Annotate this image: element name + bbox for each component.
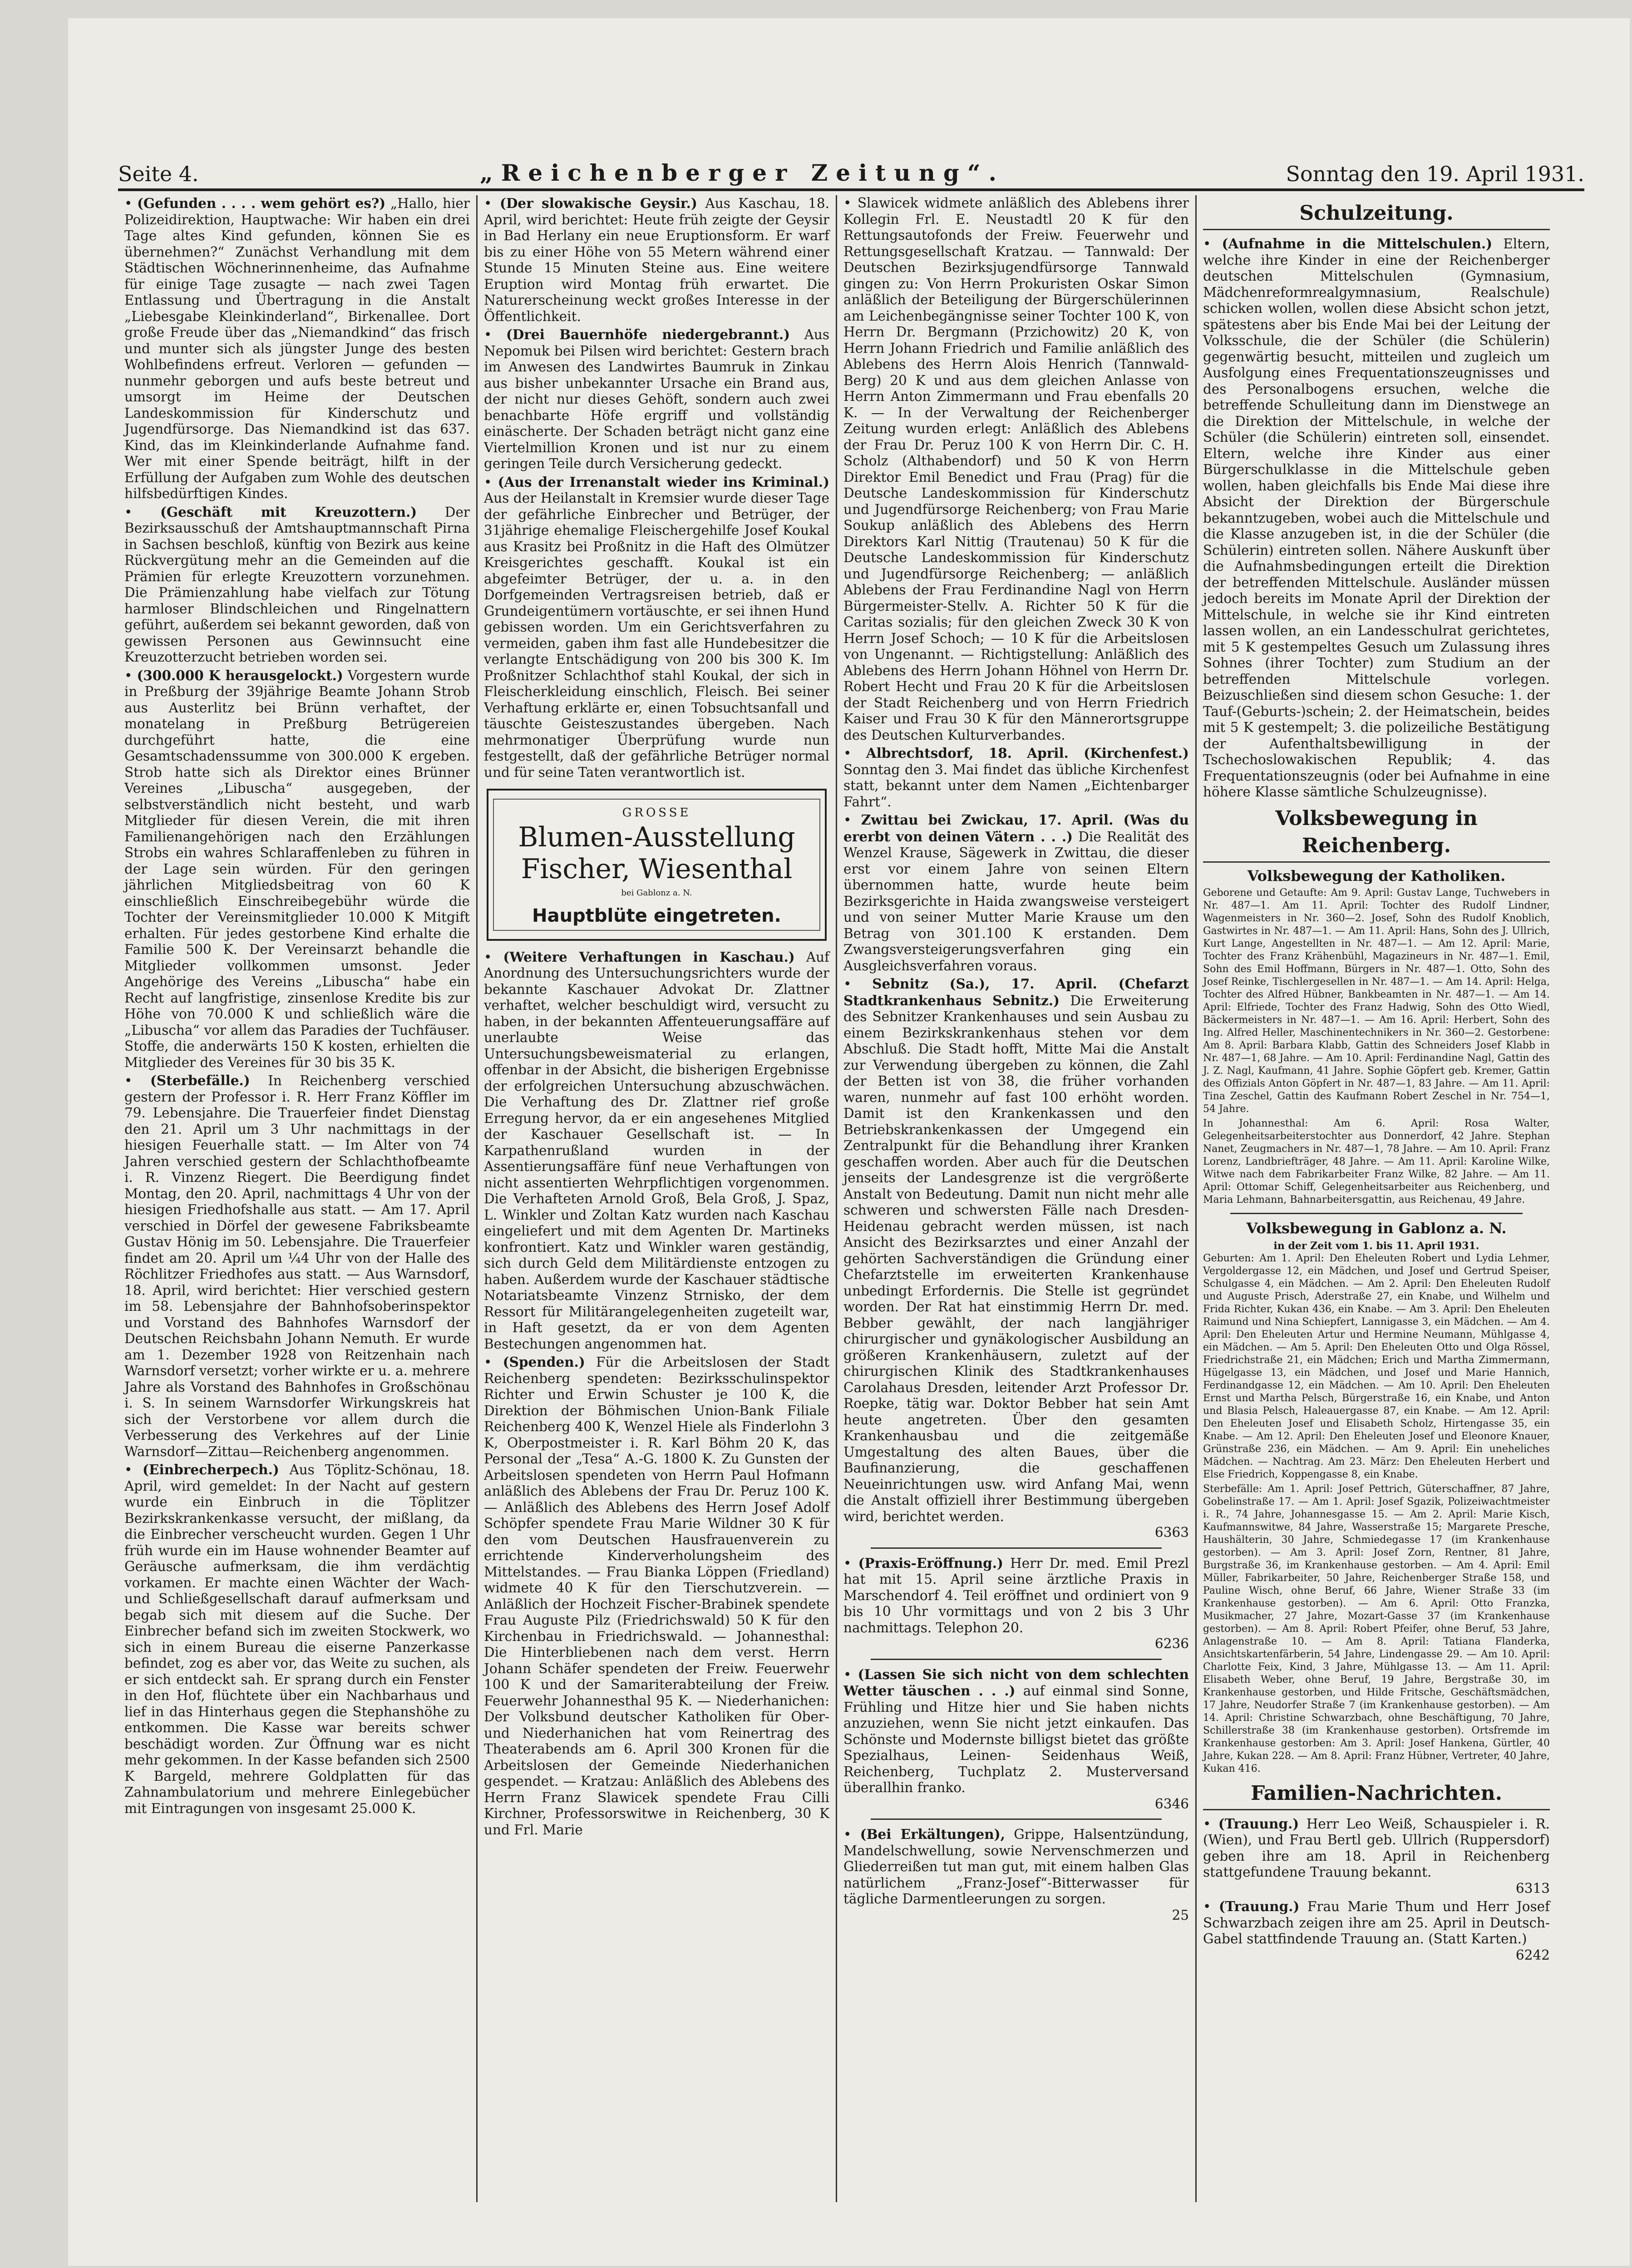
article-body: Grippe, Halsentzündung, Mandelschwellung, sowie Nervenschmerzen und Gliederreißen tut man gut, mit einem halben Glas natürlichem „Franz-Josef“-Bitterwasser für tägliche Darmentleerungen zu sorgen. [843,1827,1189,1907]
article: • Zwittau bei Zwickau, 17. April. (Was du ererbt von deinen Vätern . . .) Die Realität des Wenzel Krause, Sägewerk in Zwittau, die dieser erst vor einem Jahre von seinen Eltern übernommen hatte, wurde heute beim Bezirksgerichte in Haida zwangsweise versteigert und von seiner Mutter Marie Krause um den Betrag von 301.100 K erstanden. Dem Zwangsversteigerungsverfahren ging ein Ausgleichsverfahren voraus. [843,812,1189,973]
issue-date: Sonntag den 19. April 1931. [1286,162,1584,186]
article-heading: (Aus der Irrenanstalt wieder ins Kriminal.) [498,474,829,490]
article-heading: (Trauung.) [1218,1815,1299,1832]
article-body: Die Erweiterung des Sebnitzer Krankenhauses und sein Ausbau zu einem Bezirkskrankenhaus stehen vor dem Abschluß. Die Stadt hofft, Mitte Mai die Anstalt zur Verwendung übergeben zu können, die Zahl der Betten ist von 38, die früher vorhanden waren, nunmehr auf fast 100 erhöht worden. Damit ist den Krankenkassen und den Betriebskrankenkassen der Umgegend ein Zentralpunkt für die Behandlung ihrer Kranken geschaffen worden. Aber auch für die Deutschen jenseits der Landesgrenze ist die vergrößerte Anstalt von Bedeutung. Damit nun nicht mehr alle schweren und schwersten Fälle nach Dresden-Heidenau gebracht werden müssen, ist nach Ansicht des Bezirksarztes und einer Anzahl der gehörten Sachverständigen die Gründung einer Chefarztstelle im erweiterten Krankenhause unbedingt Erfordernis. Die Stelle ist gegründet worden. Der Rat hat einstimmig Herrn Dr. med. Bebber gewählt, der nach langjähriger chirurgischer und gynäkologischer Ausbildung an größeren Krankenhäusern, zuletzt auf der chirurgischen Klinik des Stadtkrankenhauses Carolahaus Dresden, leitender Arzt Professor Dr. Roepke, tätig war. Doktor Bebber hat sein Amt heute angetreten. Über den gesamten Krankenhausbau und die zeitgemäße Umgestaltung des alten Baues, über die Baufinanzierung, die geschaffenen Neueinrichtungen usw. wird Anfang Mai, wenn die Anstalt offiziell ihrer Bestimmung übergeben wird, berichtet werden. [843,993,1189,1524]
vital-stats-text: Sterbefälle: Am 1. April: Josef Pettrich, Güterschaffner, 87 Jahre, Gobelinstraße 17. — Am 1. April: Josef Sgazik, Polizeiwachtmeister i. R., 74 Jahre, Johannesgasse 15. — Am 2. April: Marie Kisch, Kaufmannswitwe, 84 Jahre, Wasserstraße 15; Margarete Presche, Haushälterin, 30 Jahre, Schmiedegasse 17 (im Krankenhause gestorben). — Am 3. April: Josef Zorn, Rentner, 81 Jahre, Burgstraße 36, im Krankenhause gestorben. — Am 4. April: Emil Müller, Fabrikarbeiter, 50 Jahre, Reichenberger Straße 158, und Pauline Wisch, ohne Beruf, 66 Jahre, Wiener Straße 33 (im Krankenhause gestorben). — Am 6. April: Otto Franzka, Musikmacher, 27 Jahre, Mozart-Gasse 37 (im Krankenhause gestorben). — Am 8. April: Robert Pfeifer, ohne Beruf, 53 Jahre, Anlagenstraße 10. — Am 8. April: Tatiana Flanderka, Ansichtskartenfärberin, 54 Jahre, Lindengasse 29. — Am 10. April: Charlotte Feix, Kind, 3 Jahre, Mühlgasse 13. — Am 11. April: Elisabeth Weber, ohne Beruf, 19 Jahre, Bergstraße 30, im Krankenhause gestorben, und Hilde Fritsche, Geschäftsmädchen, 17 Jahre, Neudorfer Straße 7 (im Krankenhause gestorben). — Am 14. April: Christine Schwarzbach, ohne Beschäftigung, 70 Jahre, Schillerstraße 38 (im Krankenhause gestorben). Ortsfremde im Krankenhause gestorben: Am 3. April: Josef Hankena, Gürtler, 40 Jahre, Kukan 228. — Am 8. April: Franz Hübner, Vertreter, 40 Jahre, Kukan 416. [1203,1483,1550,1774]
article: • (300.000 K herausgelockt.) Vorgestern wurde in Preßburg der 39jährige Beamte Johann Strob aus Austerlitz bei Brünn verhaftet, der monatelang in Preßburg Betrügereien durchgeführt hatte, die eine Gesamtschadenssumme von 300.000 K ergeben. Strob hatte sich als Direktor eines Brünner Vereines „Libuscha“ ausgegeben, der selbstverständlich nicht besteht, und warb Mitglieder für diesen Verein, die mit ihren Familienangehörigen nach den Erzählungen Strobs ein wahres Schlaraffenleben zu führen in der Lage sein würden. Für den geringen jährlichen Mitgliedsbeitrag von 60 K einschließlich Einschreibegebühr würde die Tochter der Vereinsmitglieder 10.000 K Mitgift erhalten. Für jedes gestorbene Kind erhalte die Familie 500 K. Der Vereinsarzt behandle die Mitglieder vollkommen umsonst. Jeder Angehörige des Vereins „Libuscha“ habe ein Recht auf langfristige, zinsenlose Kredite bis zur Höhe von 70.000 K und schließlich wäre die „Libuscha“ vor allem das Paradies der Tuchfäuser. Stoffe, die anderwärts 150 K kosten, erhielten die Mitglieder des Vereines für 30 bis 35 K. [124,667,470,1070]
ad-number: 6363 [1154,1525,1189,1540]
vital-stats-text: In Johannesthal: Am 6. April: Rosa Walter, Gelegenheitsarbeiterstochter aus Donnerdorf, 42 Jahre. Stephan Nanet, Zeugmachers in Nr. 487—1, 78 Jahre. — Am 10. April: Franz Lorenz, Landbriefträger, 48 Jahre. — Am 11. April: Karoline Wilke, Witwe nach dem Fabrikarbeiter Franz Wilke, 82 Jahre. — Am 11. April: Ottomar Schiff, Gelegenheitsarbeiter aus Reichenberg, und Maria Lehmann, Bahnarbeitersgattin, aus Reichenau, 49 Jahre. [1203,1118,1550,1206]
gablonz-stats-period: in der Zeit vom 1. bis 11. April 1931. [1273,1240,1479,1252]
article-heading: (Der slowakische Geysir.) [499,195,697,211]
article-body: Eltern, welche ihre Kinder in eine der Reichenberger deutschen Mittelschulen (Gymnasium, Mädchenreformrealgymnasium, Realschule) schicken wollen, wollen diese Absicht schon jetzt, spätestens aber bis Ende Mai bei der Leitung der Volksschule, die der Schüler (die Schülerin) gegenwärtig besucht, mitteilen und zugleich um Ausfolgung eines Frequentationszeugnisses und des Personalbogens ersuchen, welche die betreffende Schulleitung dann im Dienstwege an die Direktion der Mittelschule, in welche der Schüler (die Schülerin) eintreten soll, einsendet. Eltern, welche ihre Kinder aus einer Bürgerschulklasse in die Mittelschule geben wollen, haben gleichfalls bis Ende Mai diese ihre Absicht der Direktion der Bürgerschule bekanntzugeben, wobei auch die Mittelschule und die Klasse anzugeben ist, in die der Schüler (die Schülerin) eintreten sollen. Nähere Auskunft über die Aufnahmsbedingungen erteilt die Direktion der betreffenden Mittelschule. Ausländer müssen jedoch bereits im Monate April der Direktion der Mittelschule, in welche sie ihr Kind eintreten lassen wollen, an ein Landesschulrat gerichtetes, mit 5 K gestempeltes Gesuch um Zulassung ihres Sohnes (ihrer Tochter) zum Studium an der betreffenden Mittelschule vorlegen. Beizuschließen sind diesem schon Gesuche: 1. der Tauf-(Geburts-)schein; 2. der Heimatschein, beides mit 5 K gestempelt; 3. die polizeiliche Bestätigung der Aufenthaltsbewilligung in der Tschechoslowakischen Republik; 4. das Frequentationszeugnis (oder bei Aufnahme in eine höhere Klasse sämtliche Schulzeugnisse). [1203,236,1550,800]
divider [871,1659,1162,1660]
article-body: Vorgestern wurde in Preßburg der 39jährige Beamte Johann Strob aus Austerlitz bei Brünn verhaftet, der monatelang in Preßburg Betrügereien durchgeführt hatte, die eine Gesamtschadenssumme von 300.000 K ergeben. Strob hatte sich als Direktor eines Brünner Vereines „Libuscha“ ausgegeben, der selbstverständlich nicht besteht, und warb Mitglieder für diesen Verein, die mit ihren Familienangehörigen nach den Erzählungen Strobs ein wahres Schlaraffenleben zu führen in der Lage sein würden. Für den geringen jährlichen Mitgliedsbeitrag von 60 K einschließlich Einschreibegebühr würde die Tochter der Vereinsmitglieder 10.000 K Mitgift erhalten. Für jedes gestorbene Kind erhalte die Familie 500 K. Der Vereinsarzt behandle die Mitglieder vollkommen umsonst. Jeder Angehörige des Vereins „Libuscha“ habe ein Recht auf langfristige, zinsenlose Kredite bis zur Höhe von 70.000 K und schließlich wäre die „Libuscha“ vor allem das Paradies der Tuchfäuser. Stoffe, die anderwärts 150 K kosten, erhielten die Mitglieder des Vereines für 30 bis 35 K. [124,667,470,1070]
article-columns [118,195,1584,2202]
article: • (Trauung.) Frau Marie Thum und Herr Josef Schwarzbach zeigen ihre am 25. April in Deutsch-Gabel stattfindende Trauung an. (Statt Karten.) 6242 [1203,1898,1550,1963]
ad-number: 25 [1172,1907,1189,1923]
divider [871,1818,1162,1820]
vital-stats-heading: Volksbewegung in Reichenberg. [1203,805,1550,863]
article-body: Auf Anordnung des Untersuchungsrichters wurde der bekannte Kaschauer Advokat Dr. Zlattner verhaftet, welcher beschuldigt wird, versucht zu haben, in der bekannten Affenteuerungsaffäre auf unerlaubte Weise das Untersuchungsbeweismaterial zu erlangen, offenbar in der Absicht, die bisherigen Ergebnisse der erfolgreichen Untersuchung abzuschwächen. Die Verhaftung des Dr. Zlattner rief große Erregung hervor, da er ein angesehenes Mitglied der Kaschauer Gesellschaft ist. — In Karpathenrußland wurden in der Assentierungsaffäre fünf neue Verhaftungen von nicht assentierten Wehrpflichtigen vorgenommen. Die Verhafteten Arnold Groß, Bela Groß, J. Spaz, L. Winkler und Zoltan Katz wurden nach Kaschau eingeliefert und mit dem Agenten Dr. Martineks konfrontiert. Katz und Winkler waren geständig, sich durch Geld dem Militärdienste entzogen zu haben. Außerdem wurde der Kaschauer städtische Notariatsbeamte Vinzenz Strnisko, der dem Ressort für Militärangelegenheiten zugeteilt war, in Haft gesetzt, da er von dem Agenten Bestechungen angenommen hat. [484,949,829,1352]
article-body: In Reichenberg verschied gestern der Professor i. R. Herr Franz Köffler im 79. Lebensjahre. Die Trauerfeier findet Dienstag den 21. April um 3 Uhr nachmittags in der hiesigen Feuerhalle statt. — Im Alter von 74 Jahren verschied gestern der Schlachthofbeamte i. R. Vinzenz Riegert. Die Beerdigung findet Montag, den 20. April, nachmittags 4 Uhr von der hiesigen Friedhofshalle aus statt. — Am 17. April verschied in Dörfel der gewesene Fabriksbeamte Gustav Hönig im 50. Lebensjahre. Die Trauerfeier findet am 20. April um ¼4 Uhr von der Halle des Röchlitzer Friedhofes aus statt. — Aus Warnsdorf, 18. April, wird berichtet: Hier verschied gestern im 58. Lebensjahre der Bahnhofsoberinspektor und Vorstand des Bahnhofes Warnsdorf der Deutschen Reichsbahn Johann Nemuth. Er wurde am 1. Dezember 1928 von Reitzenhain nach Warnsdorf versetzt; vorher wirkte er u. a. mehrere Jahre als Vorstand des Bahnhofes in Großschönau i. S. In seinem Warnsdorfer Wirkungskreis hat sich der Verstorbene vor allem durch die Verbesserung des Verkehres auf der Linie Warnsdorf—Zittau—Reichenberg angenommen. [124,1073,470,1459]
article: • (Aus der Irrenanstalt wieder ins Kriminal.) Aus der Heilanstalt in Kremsier wurde dieser Tage der gefährliche Einbrecher und Betrüger, der 31jährige ehemalige Fleischergehilfe Josef Koukal aus Krasitz bei Proßnitz in die Haft des Olmützer Kreisgerichtes geschafft. Koukal ist ein abgefeimter Betrüger, der u. a. in den Dorfgemeinden Vertragsreisen betrieb, daß er Grundeigentümern vortäuschte, er sei ihnen Hund gebissen worden. Um ein Gerichtsverfahren zu vermeiden, gaben ihm fast alle Hundebesitzer die verlangte Entschädigung von 200 bis 300 K. Im Proßnitzer Schlachthof stahl Koukal, der sich in Fleischerkleidung einschlich, Fleisch. Bei seiner Verhaftung erklärte er, einen Tobsuchtsanfall und täuschte Geisteszustandes übergeben. Nach mehrmonatiger Überprüfung wurde nun festgestellt, daß der gefährliche Betrüger normal und für seine Taten verantwortlich ist. [484,474,829,780]
column-3 [837,195,1197,2202]
family-news [1203,1816,1550,1964]
ad-number: 6242 [1515,1947,1550,1963]
page-header [118,150,1584,186]
article-heading: (Gefunden . . . . wem gehört es?) [137,195,386,211]
ad-number: 6236 [1154,1636,1189,1651]
article-heading: (Lassen Sie sich nicht von dem schlechten Wetter täuschen . . .) [843,1666,1189,1699]
divider [1230,1213,1523,1214]
article: • (Bei Erkältungen), Grippe, Halsentzündung, Mandelschwellung, sowie Nervenschmerzen und Gliederreißen tut man gut, mit einem halben Glas natürlichem „Franz-Josef“-Bitterwasser für tägliche Darmentleerungen zu sorgen. 25 [843,1826,1189,1923]
article-heading: Zwittau bei Zwickau, 17. April. (Was du ererbt von deinen Vätern . . .) [843,812,1189,845]
article-body: Frau Marie Thum und Herr Josef Schwarzbach zeigen ihre am 25. April in Deutsch-Gabel stattfindende Trauung an. (Statt Karten.) [1203,1899,1550,1947]
article-body: Aus Kaschau, 18. April, wird berichtet: Heute früh zeigte der Geysir in Bad Herlany ein neue Eruptionsform. Er warf bis zu einer Höhe von 55 Metern während einer Stunde 15 Minuten Steine aus. Eine weitere Eruption wird Montag früh erwartet. Die Naturerscheinung weckt großes Interesse in der Öffentlichkeit. [484,196,829,324]
article-heading: (Geschäft mit Kreuzottern.) [160,504,417,520]
ad-tagline: Hauptblüte eingetreten. [532,905,781,926]
article-heading: (Praxis-Eröffnung.) [858,1555,1004,1571]
article-heading: (Einbrecherpech.) [143,1462,279,1477]
article-heading: (Bei Erkältungen), [860,1826,1005,1842]
article-heading: (Sterbefälle.) [150,1072,250,1088]
family-news-heading: Familien-Nachrichten. [1203,1780,1550,1810]
article: • (Geschäft mit Kreuzottern.) Der Bezirksausschuß der Amtshauptmannschaft Pirna in Sachsen beschloß, künftig von Bezirk aus keine Rückvergütung mehr an die Gemeinden auf die Prämien für erlegte Kreuzottern vorzunehmen. Die Prämienzahlung habe vielfach zur Tötung harmloser Blindschleichen und Ringelnattern geführt, außerdem sei bekannt geworden, daß von gewissen Personen aus Gewinnsucht eine Kreuzotterzucht betrieben worden sei. [124,504,470,665]
article-heading: (Aufnahme in die Mittelschulen.) [1222,236,1493,252]
article-heading: Albrechtsdorf, 18. April. (Kirchenfest.) [866,745,1189,761]
article: • (Trauung.) Herr Leo Weiß, Schauspieler i. R. (Wien), und Frau Bertl geb. Ullrich (Ruppersdorf) geben ihre am 18. April in Reichenberg stattgefundene Trauung bekannt. 6313 [1203,1815,1550,1896]
article: • (Weitere Verhaftungen in Kaschau.) Auf Anordnung des Untersuchungsrichters wurde der bekannte Kaschauer Advokat Dr. Zlattner verhaftet, welcher beschuldigt wird, versucht zu haben, in der bekannten Affenteuerungsaffäre auf unerlaubte Weise das Untersuchungsbeweismaterial zu erlangen, offenbar in der Absicht, die bisherigen Ergebnisse der erfolgreichen Untersuchung abzuschwächen. Die Verhaftung des Dr. Zlattner rief große Erregung hervor, da er ein angesehenes Mitglied der Kaschauer Gesellschaft ist. — In Karpathenrußland wurden in der Assentierungsaffäre fünf neue Verhaftungen von nicht assentierten Wehrpflichtigen vorgenommen. Die Verhafteten Arnold Groß, Bela Groß, J. Spaz, L. Winkler und Zoltan Katz wurden nach Kaschau eingeliefert und mit dem Agenten Dr. Martineks konfrontiert. Katz und Winkler waren geständig, sich durch Geld dem Militärdienste entzogen zu haben. Außerdem wurde der Kaschauer städtische Notariatsbeamte Vinzenz Strnisko, der dem Ressort für Militärangelegenheiten zugeteilt war, in Haft gesetzt, da er von dem Agenten Bestechungen angenommen hat. [484,949,829,1352]
article: • Sebnitz (Sa.), 17. April. (Chefarzt Stadtkrankenhaus Sebnitz.) Die Erweiterung des Sebnitzer Krankenhauses und sein Ausbau zu einem Bezirkskrankenhaus stehen vor dem Abschluß. Die Stadt hofft, Mitte Mai die Anstalt zur Verwendung übergeben zu können, die Zahl der Betten ist von 38, die früher vorhanden waren, nunmehr auf fast 100 erhöht worden. Damit ist den Krankenkassen und den Betriebskrankenkassen der Umgegend ein Zentralpunkt für die Behandlung ihrer Kranken geschaffen worden. Aber auch für die Deutschen jenseits der Landesgrenze ist die vergrößerte Anstalt von Bedeutung. Damit nun nicht mehr alle schweren und schwersten Fälle nach Dresden-Heidenau gebracht werden müssen, ist nach Ansicht des Bezirksarztes und einer Anzahl der gehörten Sachverständigen die Gründung einer Chefarztstelle im erweiterten Krankenhause unbedingt Erfordernis. Die Stelle ist gegründet worden. Der Rat hat einstimmig Herrn Dr. med. Bebber gewählt, der nach langjähriger chirurgischer und gynäkologischer Ausbildung an größeren Krankenhäusern, zuletzt auf der chirurgischen Klinik des Stadtkrankenhauses Carolahaus Dresden, leitender Arzt Professor Dr. Roepke, tätig war. Doktor Bebber hat sein Amt heute angetreten. Über den gesamten Krankenhausbau und die zeitgemäße Umgestaltung des alten Baues, über die Baufinanzierung, die geschaffenen Neueinrichtungen usw. wird Anfang Mai, wenn die Anstalt offiziell ihrer Bestimmung übergeben wird, berichtet werden. 6363 [843,976,1189,1540]
ad-location: bei Gablonz a. N. [621,888,692,898]
article-heading: (Drei Bauernhöfe niedergebrannt.) [506,326,790,342]
page-number: Seite 4. [118,162,199,186]
article-body: „Hallo, hier Polizeidirektion, Hauptwache: Wir haben ein drei Tage altes Kind gefunden, können Sie es übernehmen?“ Zunächst Verhandlung mit dem Städtischen Wöchnerinnenheime, das Aufnahme für einige Tage zusagte — nach zwei Tagen Entlassung und Übertragung in die Anstalt „Liebesgabe Kleinkinderland“, Birkenallee. Dort große Freude über das „Niemandkind“ das frisch und munter sich als jüngster Junge des besten Wohlbefindens erfreut. Verloren — gefunden — nunmehr geborgen und aufs beste betreut und umsorgt im Heime der Deutschen Landeskommission für Kinderschutz und Jugendfürsorge. Das Niemandkind ist das 637. Kind, das im Kleinkinderlande Aufnahme fand. Wer mit einer Spende beiträgt, hilft in der Erfüllung der Aufgaben zum Wohle des deutschen hilfsbedürftigen Kindes. [124,196,470,501]
ad-line-2: Fischer, Wiesenthal [521,853,793,885]
ad-kicker: GROSSE [622,806,691,820]
school-news [1203,236,1550,800]
article: • (Gefunden . . . . wem gehört es?) „Hallo, hier Polizeidirektion, Hauptwache: Wir haben ein drei Tage altes Kind gefunden, können Sie es übernehmen?“ Zunächst Verhandlung mit dem Städtischen Wöchnerinnenheime, das Aufnahme für einige Tage zusagte — nach zwei Tagen Entlassung und Übertragung in die Anstalt „Liebesgabe Kleinkinderland“, Birkenallee. Dort große Freude über das „Niemandkind“ das frisch und munter sich als jüngster Junge des besten Wohlbefindens erfreut. Verloren — gefunden — nunmehr geborgen und aufs beste betreut und umsorgt im Heime der Deutschen Landeskommission für Kinderschutz und Jugendfürsorge. Das Niemandkind ist das 637. Kind, das im Kleinkinderlande Aufnahme fand. Wer mit einer Spende beiträgt, hilft in der Erfüllung der Aufgaben zum Wohle des deutschen hilfsbedürftigen Kindes. [124,195,470,501]
article: • (Praxis-Eröffnung.) Herr Dr. med. Emil Prezl hat mit 15. April seine ärztliche Praxis in Marschendorf 4. Teil eröffnet und ordiniert von 9 bis 10 Uhr vormittags und von 2 bis 3 Uhr nachmittags. Telephon 20. 6236 [843,1555,1189,1651]
article-heading: (Weitere Verhaftungen in Kaschau.) [503,949,795,965]
ad-number: 6346 [1154,1796,1189,1812]
flower-show-advertisement [487,789,827,941]
article: • Slawicek widmete anläßlich des Ablebens ihrer Kollegin Frl. E. Neustadtl 20 K für den Rettungsautofonds der Freiw. Feuerwehr und Rettungsgesellschaft Kratzau. — Tannwald: Der Deutschen Bezirksjugendfürsorge Tannwald gingen zu: Von Herrn Prokuristen Oskar Simon anläßlich der Beteiligung der Bürgerschülerinnen am Leichenbegängnisse seiner Tochter 100 K, von Herrn Dr. Bergmann (Przichowitz) 20 K, von Herrn Johann Friedrich und Familie anläßlich des Ablebens des Herrn Alois Henrich (Tannwald-Berg) 20 K und aus dem gleichen Anlasse von Herrn Anton Zimmermann und Frau ebenfalls 20 K. — In der Verwaltung der Reichenberger Zeitung wurden erlegt: Anläßlich des Ablebens der Frau Dr. Peruz 100 K von Herrn Dir. C. H. Scholz (Althabendorf) und 50 K von Herrn Direktor Emil Benedict und Frau (Prag) für die Deutsche Landeskommission für Kinderschutz und Jugendfürsorge Reichenberg; von Frau Marie Soukup anläßlich des Ablebens des Herrn Direktors Karl Nittig (Trautenau) 50 K für die Deutsche Landeskommission für Kinderschutz und Jugendfürsorge Reichenberg; — anläßlich Ablebens der Frau Ferdinandine Nagl von Herrn Bürgermeister-Stellv. A. Richter 50 K für die Caritas sozialis; für den gleichen Zweck 30 K von Herrn Josef Schoch; — 10 K für die Arbeitslosen von Ungenannt. — Richtigstellung: Anläßlich des Ablebens des Herrn Johann Höhnel von Herrn Dr. Robert Hecht und Frau 20 K für die Arbeitslosen der Stadt Reichenberg und von Herrn Friedrich Kaiser und Frau 30 K für den Männerortsgruppe des Deutschen Kulturverbandes. [843,195,1189,743]
vital-stats-text: Geborene und Getaufte: Am 9. April: Gustav Lange, Tuchwebers in Nr. 487—1. Am 11. April: Tochter des Rudolf Lindner, Wagenmeisters in Nr. 360—2. Josef, Sohn des Rudolf Knoblich, Gastwirtes in Nr. 487—1. — Am 11. April: Hans, Sohn des J. Ullrich, Kurt Lange, Angestellten in Nr. 487—1. — Am 12. April: Marie, Tochter des Franz Krähenbühl, Magazineurs in Nr. 487—1. Emil, Sohn des Emil Hoffmann, Bürgers in Nr. 487—1. Otto, Sohn des Josef Reinke, Tischlergesellen in Nr. 487—1. — Am 14. April: Helga, Tochter des Alfred Hübner, Bankbeamten in Nr. 487—1. — Am 14. April: Elfriede, Tochter des Franz Hadwig, Sohn des Otto Wiedl, Bäckermeisters in Nr. 487—1. — Am 16. April: Herbert, Sohn des Ing. Alfred Heller, Maschinentechnikers in Nr. 360—2. Gestorbene: Am 8. April: Barbara Klabb, Gattin des Schneiders Josef Klabb in Nr. 487—1, 68 Jahre. — Am 10. April: Ferdinandine Nagl, Gattin des J. Z. Nagl, Kaufmann, 41 Jahre. Sophie Göpfert geb. Kremer, Gattin des Offizials Anton Göpfert in Nr. 487—1, 83 Jahre. — Am 11. April: Tina Zeschel, Gattin des Kaufmann Robert Zeschel in Nr. 754—1, 54 Jahre. [1203,887,1550,1115]
catholic-stats-heading: Volksbewegung der Katholiken. [1247,867,1506,884]
article-body: Aus Nepomuk bei Pilsen wird berichtet: Gestern brach im Anwesen des Landwirtes Baumruk in Zinkau aus bisher unbekannter Ursache ein Brand aus, der nicht nur dieses Gehöft, sondern auch zwei benachbarte Höfe ergriff und vollständig einäscherte. Der Schaden beträgt nicht ganz eine Viertelmillion Kronen und ist nur zu einem geringen Teile durch Versicherung gedeckt. [484,327,830,471]
vital-stats-text: Geburten: Am 1. April: Den Eheleuten Robert und Lydia Lehmer, Vergoldergasse 12, ein Mädchen, und Josef und Gertrud Speiser, Schulgasse 4, ein Mädchen. — Am 2. April: Den Eheleuten Rudolf und Auguste Prisch, Aderstraße 27, ein Knabe, und Wilhelm und Frida Richter, Kukan 436, ein Knabe. — Am 3. April: Den Eheleuten Raimund und Nina Schiepfert, Lannigasse 3, ein Mädchen. — Am 4. April: Den Eheleuten Artur und Hermine Neumann, Mühlgasse 4, ein Mädchen. — Am 5. April: Den Eheleuten Otto und Olga Rössel, Friedrichstraße 21, ein Mädchen; Erich und Martha Zimmermann, Hügelgasse 13, ein Mädchen, und Josef und Marie Hannich, Ferdinandgasse 12, ein Mädchen. — Am 10. April: Den Eheleuten Ernst und Martha Pelsch, Bürgerstraße 16, ein Knabe, und Anton und Blasia Pelsch, Haleauergasse 87, ein Knabe. — Am 12. April: Den Eheleuten Josef und Elisabeth Scholz, Hirtengasse 35, ein Knabe. — Am 12. April: Den Eheleuten Josef und Eleonore Knauer, Grünstraße 236, ein Mädchen. — Am 9. April: Ein uneheliches Mädchen. — Nachtrag. Am 23. März: Den Eheleuten Herbert und Else Friedrich, Koppengasse 8, ein Knabe. [1203,1252,1550,1480]
header-rule [118,188,1584,191]
article-body: Herr Leo Weiß, Schauspieler i. R. (Wien), und Frau Bertl geb. Ullrich (Ruppersdorf) geben ihre am 18. April in Reichenberg stattgefundene Trauung bekannt. [1203,1816,1550,1880]
article-body: Für die Arbeitslosen der Stadt Reichenberg spendeten: Bezirksschulinspektor Richter und Erwin Schuster je 100 K, die Direktion der Böhmischen Union-Bank Filiale Reichenberg 400 K, Wenzel Hiele als Finderlohn 3 K, Oberpostmeister i. R. Karl Böhm 20 K, das Personal der „Tesa“ A.-G. 1800 K. Zu Gunsten der Arbeitslosen spendeten von Herrn Paul Hofmann anläßlich des Ablebens der Frau Dr. Peruz 100 K. — Anläßlich des Ablebens des Herrn Josef Adolf Schöpfer spendete Frau Marie Wildner 30 K für den vom Deutschen Hausfrauenverein zu errichtende Kinderverholungsheim des Mittelstandes. — Frau Bianka Löppen (Friedland) widmete 40 K für den Tierschutzverein. — Anläßlich der Hochzeit Fischer-Brabinek spendete Frau Auguste Pilz (Friedrichswald) 50 K für den Kirchenbau in Friedrichswald. — Johannesthal: Die Hinterbliebenen nach dem verst. Herrn Johann Schäfer spendeten der Freiw. Feuerwehr 100 K und der Samariterabteilung der Freiw. Feuerwehr Johannesthal 95 K. — Niederhanichen: Der Volksbund deutscher Katholiken für Ober- und Niederhanichen hat vom Reinertrag des Theaterabends am 6. April 300 Kronen für die Arbeitslosen der Gemeinde Niederhanichen gespendet. — Kratzau: Anläßlich des Ablebens des Herrn Franz Slawicek spendete Frau Cilli Kirchner, Professorswitwe in Reichenberg, 30 K und Frl. Marie [484,1354,829,1838]
ad-line-1: Blumen-Ausstellung [518,821,795,853]
article: • (Sterbefälle.) In Reichenberg verschied gestern der Professor i. R. Herr Franz Köffler im 79. Lebensjahre. Die Trauerfeier findet Dienstag den 21. April um 3 Uhr nachmittags in der hiesigen Feuerhalle statt. — Im Alter von 74 Jahren verschied gestern der Schlachthofbeamte i. R. Vinzenz Riegert. Die Beerdigung findet Montag, den 20. April, nachmittags 4 Uhr von der hiesigen Friedhofshalle aus statt. — Am 17. April verschied in Dörfel der gewesene Fabriksbeamte Gustav Hönig im 50. Lebensjahre. Die Trauerfeier findet am 20. April um ¼4 Uhr von der Halle des Röchlitzer Friedhofes aus statt. — Aus Warnsdorf, 18. April, wird berichtet: Hier verschied gestern im 58. Lebensjahre der Bahnhofsoberinspektor und Vorstand des Bahnhofes Warnsdorf der Deutschen Reichsbahn Johann Nemuth. Er wurde am 1. Dezember 1928 von Reitzenhain nach Warnsdorf versetzt; vorher wirkte er u. a. mehrere Jahre als Vorstand des Bahnhofes in Großschönau i. S. In seinem Warnsdorfer Wirkungskreis hat sich der Verstorbene vor allem durch die Verbesserung des Verkehres auf der Linie Warnsdorf—Zittau—Reichenberg angenommen. [124,1072,470,1459]
article: • (Spenden.) Für die Arbeitslosen der Stadt Reichenberg spendeten: Bezirksschulinspektor Richter und Erwin Schuster je 100 K, die Direktion der Böhmischen Union-Bank Filiale Reichenberg 400 K, Wenzel Hiele als Finderlohn 3 K, Oberpostmeister i. R. Karl Böhm 20 K, das Personal der „Tesa“ A.-G. 1800 K. Zu Gunsten der Arbeitslosen spendeten von Herrn Paul Hofmann anläßlich des Ablebens der Frau Dr. Peruz 100 K. — Anläßlich des Ablebens des Herrn Josef Adolf Schöpfer spendete Frau Marie Wildner 30 K für den vom Deutschen Hausfrauenverein zu errichtende Kinderverholungsheim des Mittelstandes. — Frau Bianka Löppen (Friedland) widmete 40 K für den Tierschutzverein. — Anläßlich der Hochzeit Fischer-Brabinek spendete Frau Auguste Pilz (Friedrichswald) 50 K für den Kirchenbau in Friedrichswald. — Johannesthal: Die Hinterbliebenen nach dem verst. Herrn Johann Schäfer spendeten der Freiw. Feuerwehr 100 K und der Samariterabteilung der Freiw. Feuerwehr Johannesthal 95 K. — Niederhanichen: Der Volksbund deutscher Katholiken für Ober- und Niederhanichen hat vom Reinertrag des Theaterabends am 6. April 300 Kronen für die Arbeitslosen der Gemeinde Niederhanichen gespendet. — Kratzau: Anläßlich des Ablebens des Herrn Franz Slawicek spendete Frau Cilli Kirchner, Professorswitwe in Reichenberg, 30 K und Frl. Marie [484,1354,829,1838]
divider [871,1547,1162,1549]
school-news-heading: Schulzeitung. [1203,200,1550,230]
column-2 [478,195,837,2202]
ad-number: 6313 [1515,1880,1550,1896]
article-body: Sonntag den 3. Mai findet das übliche Kirchenfest statt, bekannt unter dem Namen „Eichtenbarger Fahrt“. [843,761,1189,810]
article-body: auf einmal sind Sonne, Frühling und Hitze hier und Sie haben nichts anzuziehen, wenn Sie nicht jetzt einkaufen. Das Schönste und Modernste billigst bietet das größte Spezialhaus, Leinen- Seidenhaus Weiß, Reichenberg, Tuchplatz 2. Musterversand überallhin franko. [843,1683,1189,1795]
article: • (Lassen Sie sich nicht von dem schlechten Wetter täuschen . . .) auf einmal sind Sonne, Frühling und Hitze hier und Sie haben nichts anzuziehen, wenn Sie nicht jetzt einkaufen. Das Schönste und Modernste billigst bietet das größte Spezialhaus, Leinen- Seidenhaus Weiß, Reichenberg, Tuchplatz 2. Musterversand überallhin franko. 6346 [843,1666,1189,1812]
article-body: Slawicek widmete anläßlich des Ablebens ihrer Kollegin Frl. E. Neustadtl 20 K für den Rettungsautofonds der Freiw. Feuerwehr und Rettungsgesellschaft Kratzau. — Tannwald: Der Deutschen Bezirksjugendfürsorge Tannwald gingen zu: Von Herrn Prokuristen Oskar Simon anläßlich der Beteiligung der Bürgerschülerinnen am Leichenbegängnisse seiner Tochter 100 K, von Herrn Dr. Bergmann (Przichowitz) 20 K, von Herrn Johann Friedrich und Familie anläßlich des Ablebens des Herrn Alois Henrich (Tannwald-Berg) 20 K und aus dem gleichen Anlasse von Herrn Anton Zimmermann und Frau ebenfalls 20 K. — In der Verwaltung der Reichenberger Zeitung wurden erlegt: Anläßlich des Ablebens der Frau Dr. Peruz 100 K von Herrn Dir. C. H. Scholz (Althabendorf) und 50 K von Herrn Direktor Emil Benedict und Frau (Prag) für die Deutsche Landeskommission für Kinderschutz und Jugendfürsorge Reichenberg; von Frau Marie Soukup anläßlich des Ablebens des Herrn Direktors Karl Nittig (Trautenau) 50 K für die Deutsche Landeskommission für Kinderschutz und Jugendfürsorge Reichenberg; — anläßlich Ablebens der Frau Ferdinandine Nagl von Herrn Bürgermeister-Stellv. A. Richter 50 K für die Caritas sozialis; für den gleichen Zweck 30 K von Herrn Josef Schoch; — 10 K für die Arbeitslosen von Ungenannt. — Richtigstellung: Anläßlich des Ablebens des Herrn Johann Höhnel von Herrn Dr. Robert Hecht und Frau 20 K für die Arbeitslosen der Stadt Reichenberg und von Herrn Friedrich Kaiser und Frau 30 K für den Männerortsgruppe des Deutschen Kulturverbandes. [843,195,1189,743]
article: • (Drei Bauernhöfe niedergebrannt.) Aus Nepomuk bei Pilsen wird berichtet: Gestern brach im Anwesen des Landwirtes Baumruk in Zinkau aus bisher unbekannter Ursache ein Brand aus, der nicht nur dieses Gehöft, sondern auch zwei benachbarte Höfe ergriff und vollständig einäscherte. Der Schaden beträgt nicht ganz eine Viertelmillion Kronen und ist nur zu einem geringen Teile durch Versicherung gedeckt. [484,326,830,471]
article-body: Herr Dr. med. Emil Prezl hat mit 15. April seine ärztliche Praxis in Marschendorf 4. Teil eröffnet und ordiniert von 9 bis 10 Uhr vormittags und von 2 bis 3 Uhr nachmittags. Telephon 20. [843,1555,1189,1636]
article-heading: (300.000 K herausgelockt.) [137,667,343,683]
article-body: Aus der Heilanstalt in Kremsier wurde dieser Tage der gefährliche Einbrecher und Betrüger, der 31jährige ehemalige Fleischergehilfe Josef Koukal aus Krasitz bei Proßnitz in die Haft des Olmützer Kreisgerichtes geschafft. Koukal ist ein abgefeimter Betrüger, der u. a. in den Dorfgemeinden Vertragsreisen betrieb, daß er Grundeigentümern vortäuschte, er sei ihnen Hund gebissen worden. Um ein Gerichtsverfahren zu vermeiden, gaben ihm fast alle Hundebesitzer die verlangte Entschädigung von 200 bis 300 K. Im Proßnitzer Schlachthof stahl Koukal, der sich in Fleischerkleidung einschlich, Fleisch. Bei seiner Verhaftung erklärte er, einen Tobsuchtsanfall und täuschte Geisteszustandes übergeben. Nach mehrmonatiger Überprüfung wurde nun festgestellt, daß der gefährliche Betrüger normal und für seine Taten verantwortlich ist. [484,490,829,780]
article-heading: (Trauung.) [1218,1898,1300,1914]
column-1 [118,195,478,2202]
article-heading: (Spenden.) [503,1354,585,1370]
article-heading: Sebnitz (Sa.), 17. April. (Chefarzt Stadtkrankenhaus Sebnitz.) [843,976,1189,1008]
article: • Albrechtsdorf, 18. April. (Kirchenfest.) Sonntag den 3. Mai findet das übliche Kirchenfest statt, bekannt unter dem Namen „Eichtenbarger Fahrt“. [843,745,1189,810]
newspaper-title: „Reichenberger Zeitung“. [480,159,1005,186]
column-4 [1197,195,1556,2202]
gablonz-stats-heading: Volksbewegung in Gablonz a. N. [1246,1220,1507,1237]
article-body: Der Bezirksausschuß der Amtshauptmannschaft Pirna in Sachsen beschloß, künftig von Bezirk aus keine Rückvergütung mehr an die Gemeinden auf die Prämien für erlegte Kreuzottern vorzunehmen. Die Prämienzahlung habe vielfach zur Tötung harmloser Blindschleichen und Ringelnattern geführt, außerdem sei bekannt geworden, daß von gewissen Personen aus Gewinnsucht eine Kreuzotterzucht betrieben worden sei. [124,504,470,665]
article: • (Einbrecherpech.) Aus Töplitz-Schönau, 18. April, wird gemeldet: In der Nacht auf gestern wurde ein Einbruch in die Töplitzer Bezirkskrankenkasse versucht, der mißlang, da die Einbrecher verscheucht wurden. Gegen 1 Uhr früh wurde ein im Hause wohnender Beamter auf Geräusche aufmerksam, die ihm verdächtig vorkamen. Er machte einen Wächter der Wach- und Schließgesellschaft darauf aufmerksam und begab sich mit diesem auf die Suche. Der Einbrecher befand sich im zweiten Stockwerk, wo sich in einem Bureau die eiserne Panzerkasse befindet, zog es aber vor, das Weite zu suchen, als er sich entdeckt sah. Er sprang durch ein Fenster in den Hof, flüchtete über ein Nachbarhaus und lief in das Hinterhaus gegen die Stephanshöhe zu entkommen. Die Kasse war bereits schwer beschädigt worden. Zur Öffnung war es nicht mehr gekommen. In der Kasse befanden sich 2500 K Bargeld, mehrere Goldplatten für das Zahnambulatorium und mehrere Einlegebücher mit Eintragungen von insgesamt 25.000 K. [124,1462,470,1816]
article: • (Aufnahme in die Mittelschulen.) Eltern, welche ihre Kinder in eine der Reichenberger deutschen Mittelschulen (Gymnasium, Mädchenreformrealgymnasium, Realschule) schicken wollen, wollen diese Absicht schon jetzt, spätestens aber bis Ende Mai bei der Leitung der Volksschule, die der Schüler (die Schülerin) gegenwärtig besucht, mitteilen und zugleich um Ausfolgung eines Frequentationszeugnisses und des Personalbogens ersuchen, welche die betreffende Schulleitung dann im Dienstwege an die Direktion der Mittelschule, in welche der Schüler (die Schülerin) eintreten soll, einsendet. Eltern, welche ihre Kinder aus einer Bürgerschulklasse in die Mittelschule geben wollen, haben gleichfalls bis Ende Mai diese ihre Absicht der Direktion der Bürgerschule bekanntzugeben, wobei auch die Mittelschule und die Klasse anzugeben ist, in die der Schüler (die Schülerin) eintreten sollen. Nähere Auskunft über die Aufnahmsbedingungen erteilt die Direktion der betreffenden Mittelschule. Ausländer müssen jedoch bereits im Monate April der Direktion der Mittelschule, in welche sie ihr Kind eintreten lassen wollen, an ein Landesschulrat gerichtetes, mit 5 K gestempeltes Gesuch um Zulassung ihres Sohnes (ihrer Tochter) zum Studium an der betreffenden Mittelschule vorlegen. Beizuschließen sind diesem schon Gesuche: 1. der Tauf-(Geburts-)schein; 2. der Heimatschein, beides mit 5 K gestempelt; 3. die polizeiliche Bestätigung der Aufenthaltsbewilligung in der Tschechoslowakischen Republik; 4. das Frequentationszeugnis (oder bei Aufnahme in eine höhere Klasse sämtliche Schulzeugnisse). [1203,236,1550,800]
article-body: Die Realität des Wenzel Krause, Sägewerk in Zwittau, die dieser erst vor einem Jahre von seinen Eltern übernommen hatte, wurde heute beim Bezirksgerichte in Haida zwangsweise versteigert und von seiner Mutter Marie Krause um den Betrag von 301.100 K erstanden. Dem Zwangsversteigerungsverfahren ging ein Ausgleichsverfahren voraus. [843,829,1189,973]
article-body: Aus Töplitz-Schönau, 18. April, wird gemeldet: In der Nacht auf gestern wurde ein Einbruch in die Töplitzer Bezirkskrankenkasse versucht, der mißlang, da die Einbrecher verscheucht wurden. Gegen 1 Uhr früh wurde ein im Hause wohnender Beamter auf Geräusche aufmerksam, die ihm verdächtig vorkamen. Er machte einen Wächter der Wach- und Schließgesellschaft darauf aufmerksam und begab sich mit diesem auf die Suche. Der Einbrecher befand sich im zweiten Stockwerk, wo sich in einem Bureau die eiserne Panzerkasse befindet, zog es aber vor, das Weite zu suchen, als er sich entdeckt sah. Er sprang durch ein Fenster in den Hof, flüchtete über ein Nachbarhaus und lief in das Hinterhaus gegen die Stephanshöhe zu entkommen. Die Kasse war bereits schwer beschädigt worden. Zur Öffnung war es nicht mehr gekommen. In der Kasse befanden sich 2500 K Bargeld, mehrere Goldplatten für das Zahnambulatorium und mehrere Einlegebücher mit Eintragungen von insgesamt 25.000 K. [124,1462,470,1816]
article: • (Der slowakische Geysir.) Aus Kaschau, 18. April, wird berichtet: Heute früh zeigte der Geysir in Bad Herlany ein neue Eruptionsform. Er warf bis zu einer Höhe von 55 Metern während einer Stunde 15 Minuten Steine aus. Eine weitere Eruption wird Montag früh erwartet. Die Naturerscheinung weckt großes Interesse in der Öffentlichkeit. [484,195,829,324]
